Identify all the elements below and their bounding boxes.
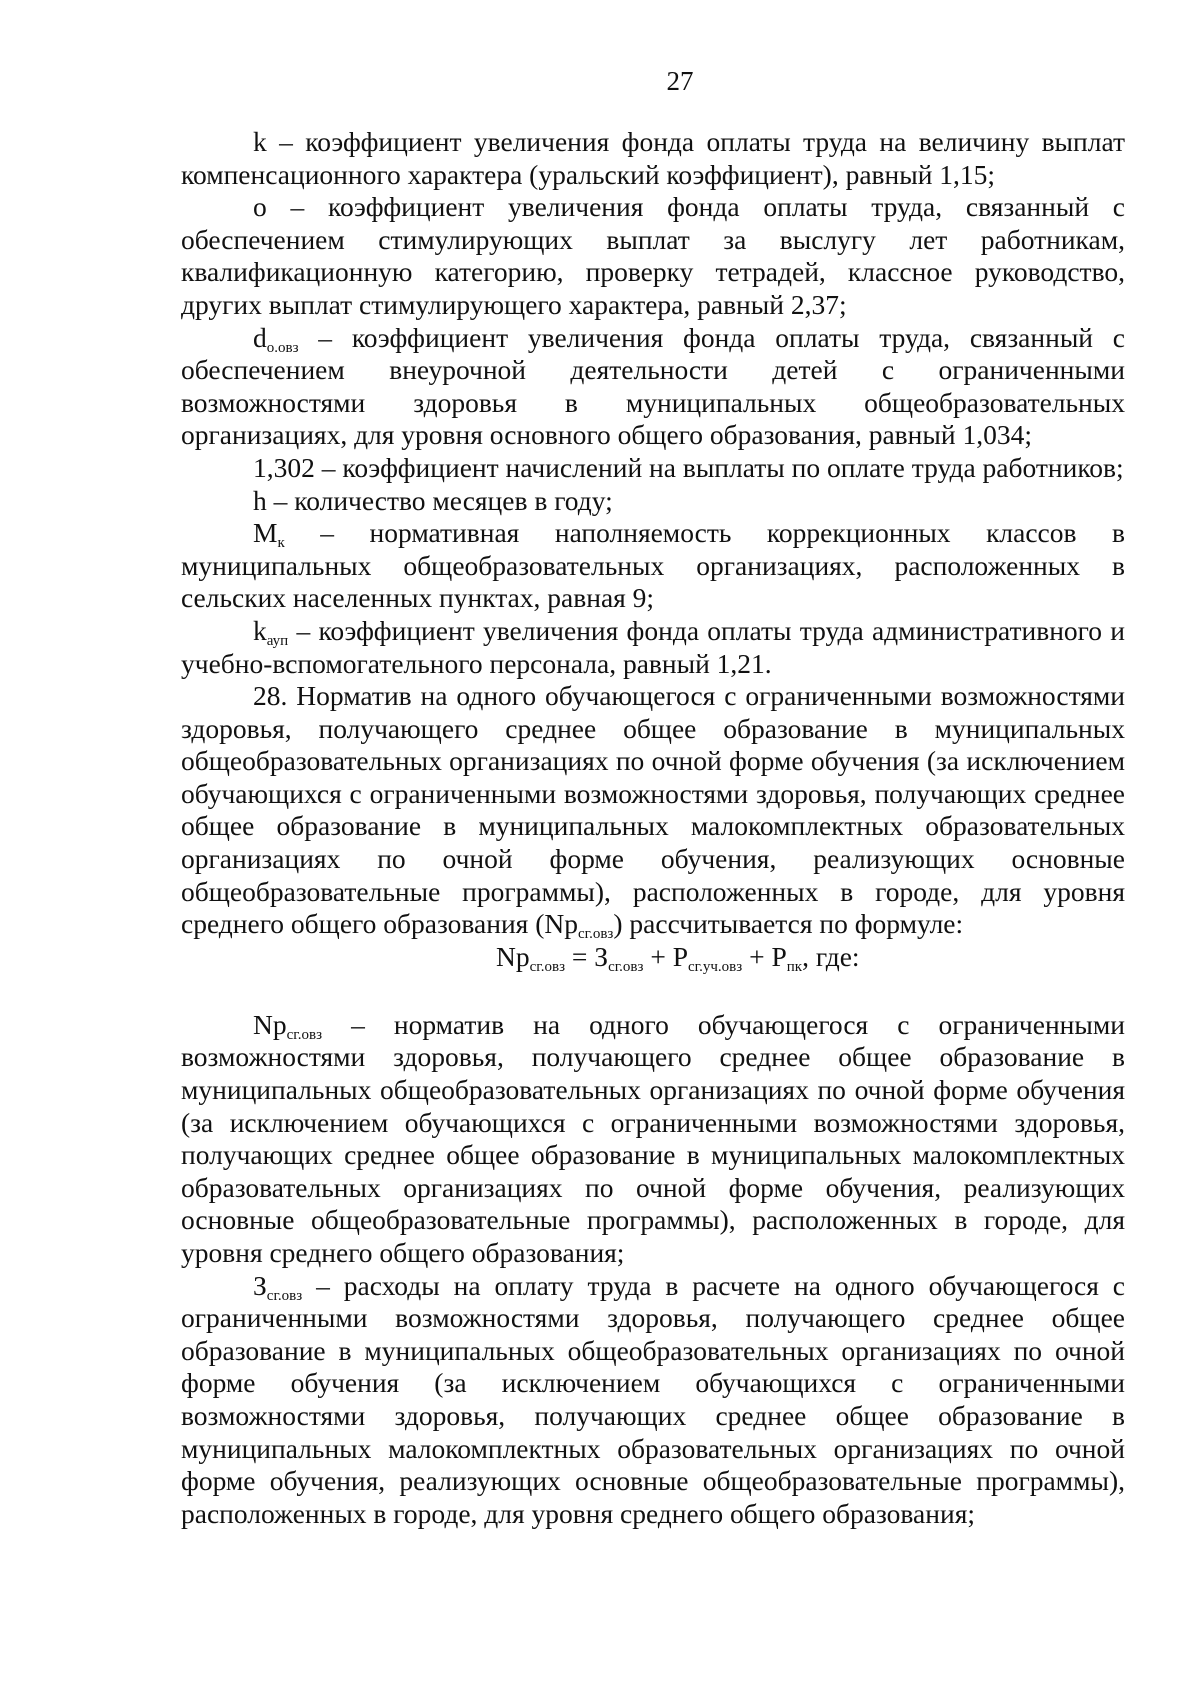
definition-kaup: $k_{ауп}$ – коэффициент увеличения фонда оплаты труда административного и учебно-вспомогательного персонала, равный 1,21.	[181, 614, 1125, 679]
definition-d-o-ovz: $d_{о.овз}$ – коэффициент увеличения фонда оплаты труда, связанный с обеспечением внеурочной деятельности детей с ограниченными возможностями здоровья в муниципальных общеобразовательных организациях, для уровня основного общего образования, равный 1,034;	[181, 321, 1125, 451]
page-number: 27	[666, 66, 694, 96]
definition-mk: $М_к$ – нормативная наполняемость коррекционных классов в муниципальных общеобразовательных организациях, расположенных в сельских населенных пунктах, равная 9;	[181, 517, 1125, 614]
definition-o: о – коэффициент увеличения фонда оплаты труда, связанный с обеспечением стимулирующих выплат за выслугу лет работникам, квалификационную категорию, проверку тетрадей, классное руководство, других выплат стимулирующего характера, равный 2,37;	[181, 191, 1125, 320]
definition-z-sg-ovz: $З_{сг.овз}$ – расходы на оплату труда в расчете на одного обучающегося с ограниченными возможностями здоровья, получающего среднее общее образование в муниципальных общеобразовательных организациях по очной форме обучения (за исключением обучающихся с ограниченными возможностями здоровья, получающих среднее общее образование в муниципальных малокомплектных образовательных организациях по очной форме обучения, реализующих основные общеобразовательные программы), расположенных в городе, для уровня среднего общего образования;	[181, 1269, 1125, 1529]
document-body	[181, 126, 1125, 1530]
formula-np-sg-ovz: $Nр_{сг.овз} = З_{сг.овз} + Р_{сг.уч.овз} + Р_{пк}$, где:	[496, 940, 860, 975]
item-28: 28. Норматив на одного обучающегося с ограниченными возможностями здоровья, получающего среднее общее образование в муниципальных общеобразовательных организациях по очной форме обучения (за исключением обучающихся с ограниченными возможностями здоровья, получающих среднее общее образование в муниципальных малокомплектных образовательных организациях по очной форме обучения, реализующих основные общеобразовательные программы), расположенных в городе, для уровня среднего общего образования $(Nр_{сг.овз})$ рассчитывается по формуле:	[181, 680, 1125, 943]
definition-k: k – коэффициент увеличения фонда оплаты труда на величину выплат компенсационного характера (уральский коэффициент), равный 1,15;	[181, 126, 1125, 190]
definition-np-sg-ovz: $Nр_{сг.овз}$ – норматив на одного обучающегося с ограниченными возможностями здоровья, получающего среднее общее образование в муниципальных общеобразовательных организациях по очной форме обучения (за исключением обучающихся с ограниченными возможностями здоровья, получающих среднее общее образование в муниципальных малокомплектных образовательных организациях по очной форме обучения, реализующих основные общеобразовательные программы), расположенных в городе, для уровня среднего общего образования;	[181, 1008, 1125, 1268]
definition-h: h – количество месяцев в году;	[253, 484, 613, 516]
definition-1302: 1,302 – коэффициент начислений на выплаты по оплате труда работников;	[253, 451, 1124, 483]
